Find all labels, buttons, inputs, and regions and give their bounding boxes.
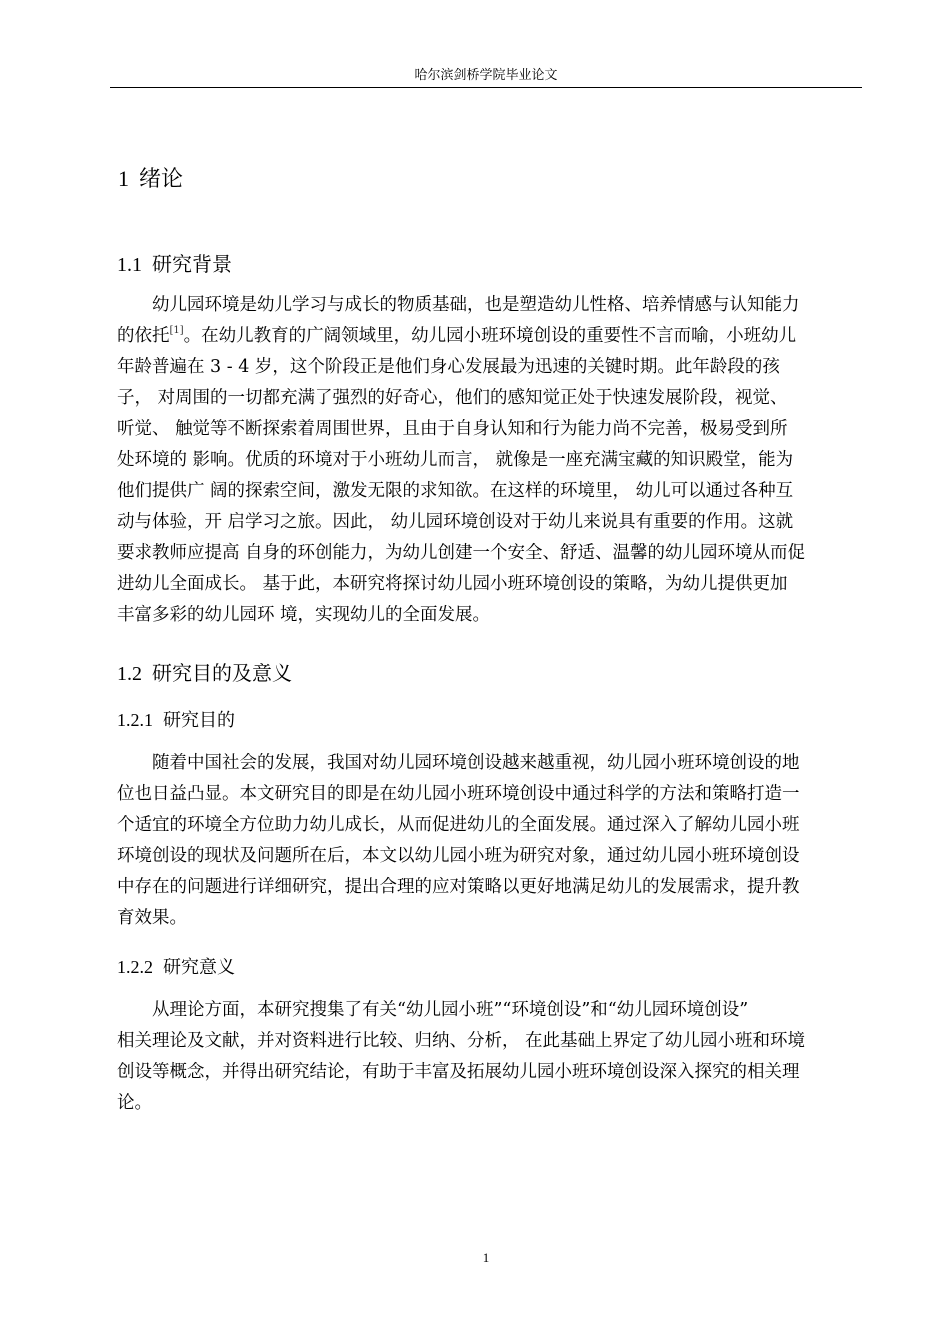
subsection-heading-purpose — [117, 706, 235, 735]
paragraph-line: 位也日益凸显。本文研究目的即是在幼儿园小班环境创设中通过科学的方法和策略打造一 — [117, 784, 800, 804]
subsection-title: 研究意义 — [163, 957, 235, 978]
paragraph-line: 相关理论及文献，并对资料进行比较、归纳、分析， 在此基础上界定了幼儿园小班和环境 — [117, 1031, 806, 1051]
subsection-title: 研究目的 — [163, 710, 235, 731]
paragraph-line: 创设等概念，并得出研究结论，有助于丰富及拓展幼儿园小班环境创设深入探究的相关理 — [117, 1062, 800, 1082]
chapter-heading — [118, 162, 183, 197]
section-number: 1.1 — [117, 254, 142, 276]
paragraph-purpose — [117, 748, 867, 934]
paragraph-line: 子， 对周围的一切都充满了强烈的好奇心，他们的感知觉正处于快速发展阶段，视觉、 — [117, 388, 788, 408]
section-title: 研究目的及意义 — [152, 661, 292, 685]
paragraph-line: 年龄普遍在 3 - 4 岁，这个阶段正是他们身心发展最为迅速的关键时期。此年龄段的孩 — [117, 357, 780, 377]
header-rule — [110, 87, 862, 88]
paragraph-line: 丰富多彩的幼儿园环 境，实现幼儿的全面发展。 — [117, 605, 491, 625]
paragraph-line: 论。 — [117, 1093, 152, 1113]
paragraph-line: 处环境的 影响。优质的环境对于小班幼儿而言， 就像是一座充满宝藏的知识殿堂，能为 — [117, 450, 794, 470]
paragraph-line: 中存在的问题进行详细研究，提出合理的应对策略以更好地满足幼儿的发展需求，提升教 — [117, 877, 800, 897]
chapter-title: 绪论 — [139, 167, 184, 192]
paragraph-line: 他们提供广 阔的探索空间，激发无限的求知欲。在这样的环境里， 幼儿可以通过各种互 — [117, 481, 794, 501]
citation-marker: [1] — [169, 325, 184, 336]
running-header: 哈尔滨剑桥学院毕业论文 — [414, 67, 558, 82]
paragraph-line: 进幼儿全面成长。 基于此，本研究将探讨幼儿园小班环境创设的策略，为幼儿提供更加 — [117, 574, 788, 594]
section-heading-purpose-significance — [117, 658, 292, 689]
paragraph-line: 环境创设的现状及问题所在后，本文以幼儿园小班为研究对象，通过幼儿园小班环境创设 — [117, 846, 800, 866]
chapter-number: 1 — [118, 166, 129, 191]
paragraph-significance — [117, 995, 867, 1119]
paragraph-line-part: 。在幼儿教育的广阔领域里，幼儿园小班环境创设的重要性不言而喻，小班幼儿 — [183, 326, 797, 346]
subsection-number: 1.2.1 — [117, 710, 153, 730]
paragraph-line: 从理论方面，本研究搜集了有关“幼儿园小班”“环境创设”和“幼儿园环境创设” — [152, 1000, 749, 1020]
page-number: 1 — [482, 1250, 490, 1265]
subsection-number: 1.2.2 — [117, 957, 153, 977]
paragraph-line-part: 的依托 — [117, 326, 170, 346]
paragraph-line: 要求教师应提高 自身的环创能力，为幼儿创建一个安全、舒适、温馨的幼儿园环境从而促 — [117, 543, 806, 563]
paragraph-line: 幼儿园环境是幼儿学习与成长的物质基础，也是塑造幼儿性格、培养情感与认知能力 — [152, 295, 800, 315]
paragraph-line: 听觉、 触觉等不断探索着周围世界，且由于自身认知和行为能力尚不完善，极易受到所 — [117, 419, 788, 439]
paragraph-line: 动与体验，开 启学习之旅。因此， 幼儿园环境创设对于幼儿来说具有重要的作用。这就 — [117, 512, 794, 532]
section-title: 研究背景 — [152, 252, 232, 276]
paragraph-line: 个适宜的环境全方位助力幼儿成长，从而促进幼儿的全面发展。通过深入了解幼儿园小班 — [117, 815, 800, 835]
subsection-heading-significance — [117, 953, 235, 982]
paragraph-line: 随着中国社会的发展，我国对幼儿园环境创设越来越重视，幼儿园小班环境创设的地 — [152, 753, 800, 773]
paragraph-line: 育效果。 — [117, 908, 187, 928]
section-number: 1.2 — [117, 663, 142, 685]
paragraph-background — [117, 290, 867, 631]
section-heading-background — [117, 249, 232, 280]
paragraph-line — [117, 321, 867, 352]
